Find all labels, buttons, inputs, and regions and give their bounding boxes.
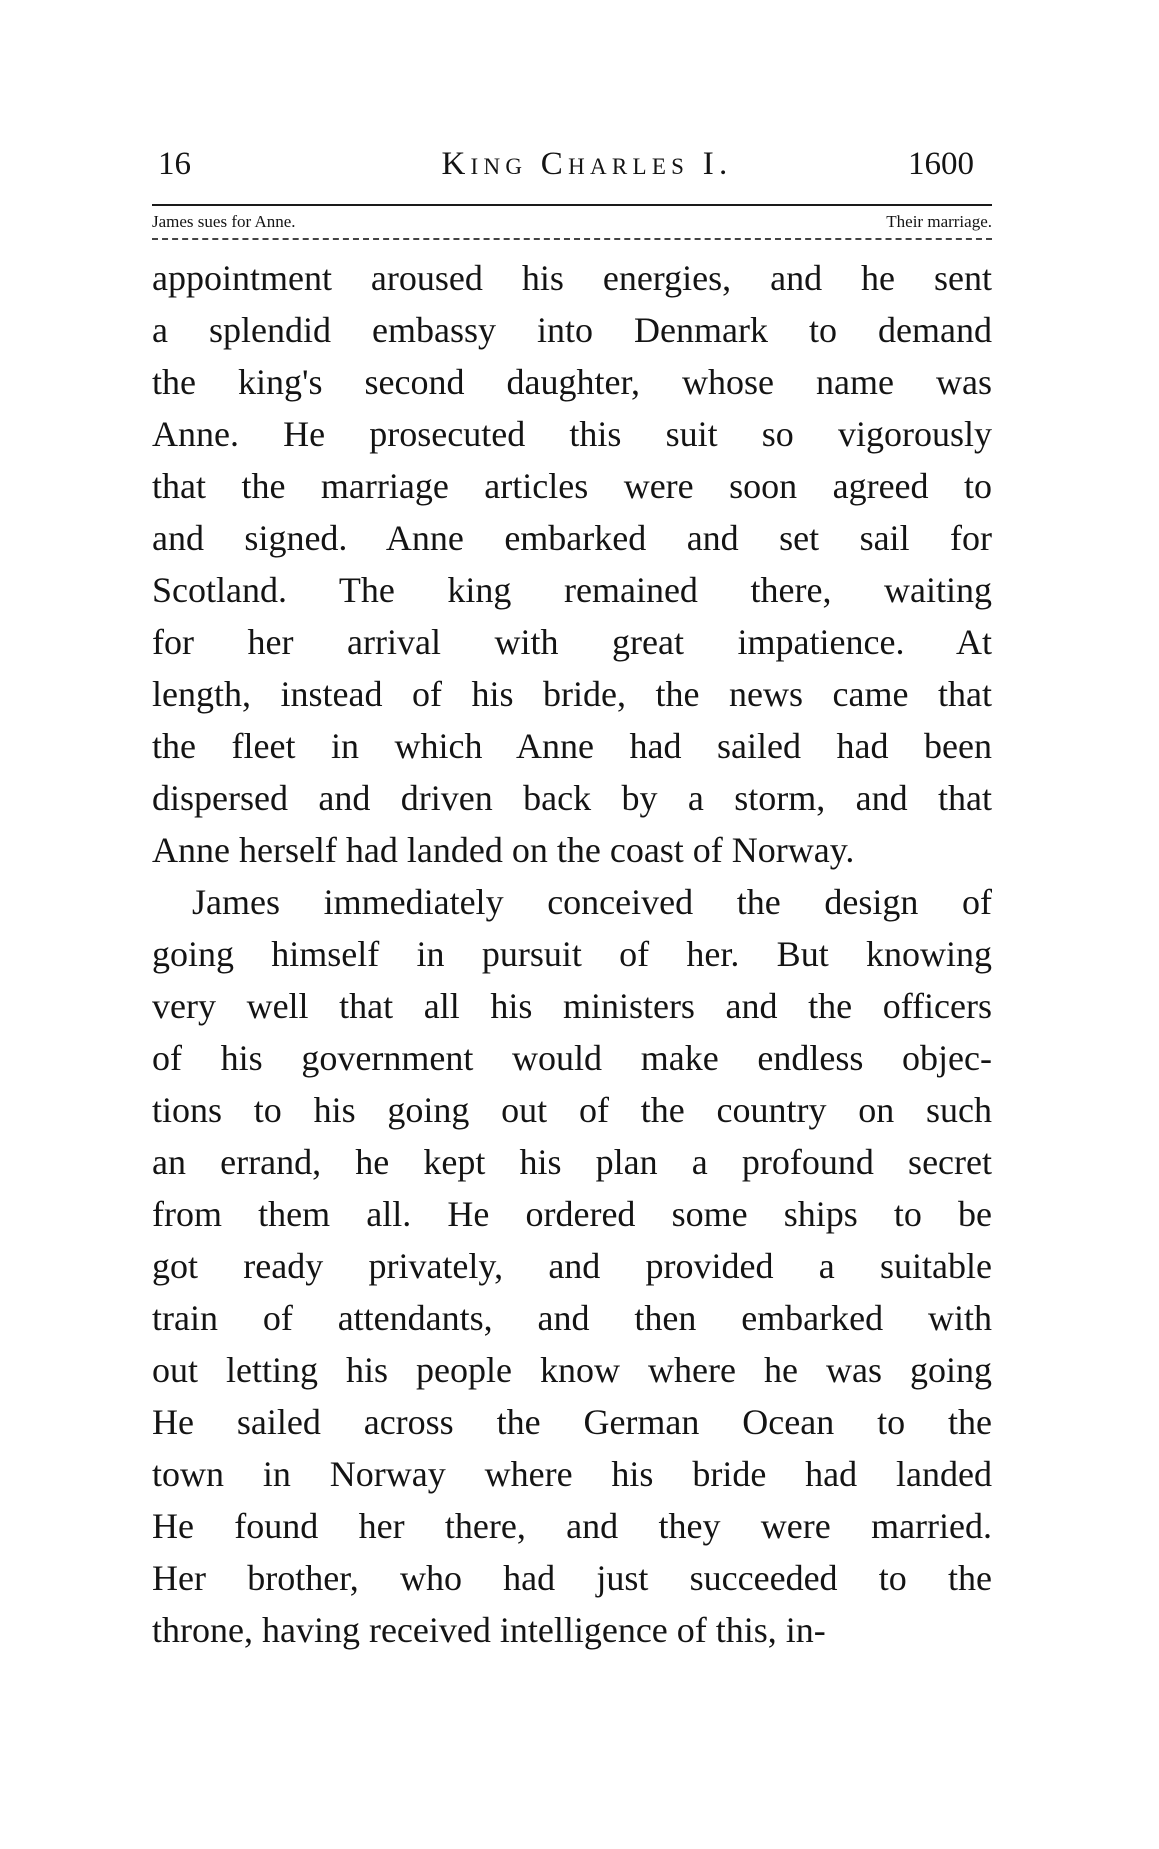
- text-line: from them all. He ordered some ships to be: [152, 1194, 992, 1234]
- text-line: Her brother, who had just succeeded to the: [152, 1558, 992, 1598]
- text-line: He sailed across the German Ocean to the: [152, 1402, 992, 1442]
- running-head: [152, 138, 992, 190]
- text-line: Anne. He prosecuted this suit so vigorously: [152, 414, 992, 454]
- paragraph: [152, 876, 992, 1656]
- text-line: a splendid embassy into Denmark to demand: [152, 310, 992, 350]
- text-line: He found her there, and they were married.: [152, 1506, 992, 1546]
- text-line: appointment aroused his energies, and he sent: [152, 258, 992, 298]
- side-headings: [152, 206, 992, 238]
- text-line: out letting his people know where he was going: [152, 1350, 992, 1390]
- text-line: train of attendants, and then embarked with: [152, 1298, 992, 1338]
- text-line: of his government would make endless objec-: [152, 1038, 992, 1078]
- paragraph: [152, 252, 992, 876]
- running-year: 1600: [908, 146, 974, 182]
- text-line: the fleet in which Anne had sailed had been: [152, 726, 992, 766]
- text-line: going himself in pursuit of her. But knowing: [152, 934, 992, 974]
- text-line: Scotland. The king remained there, waiting: [152, 570, 992, 610]
- text-line: James immediately conceived the design of: [192, 882, 992, 922]
- text-line: got ready privately, and provided a suitable: [152, 1246, 992, 1286]
- side-heading-left: James sues for Anne.: [152, 212, 296, 231]
- text-line: very well that all his ministers and the officers: [152, 986, 992, 1026]
- text-line: tions to his going out of the country on such: [152, 1090, 992, 1130]
- text-line: throne, having received intelligence of this, in-: [152, 1610, 826, 1650]
- text-line: length, instead of his bride, the news came that: [152, 674, 992, 714]
- text-line: an errand, he kept his plan a profound secret: [152, 1142, 992, 1182]
- text-line: and signed. Anne embarked and set sail for: [152, 518, 992, 558]
- text-line: that the marriage articles were soon agreed to: [152, 466, 992, 506]
- running-title: King Charles I.: [441, 146, 733, 182]
- text-line: town in Norway where his bride had landed: [152, 1454, 992, 1494]
- side-heading-rule: [152, 238, 992, 240]
- text-line: Anne herself had landed on the coast of Norway.: [152, 830, 855, 870]
- page-number: 16: [158, 146, 191, 182]
- text-line: the king's second daughter, whose name was: [152, 362, 992, 402]
- text-line: dispersed and driven back by a storm, and that: [152, 778, 992, 818]
- book-page: [152, 138, 992, 1656]
- side-heading-right: Their marriage.: [886, 212, 992, 231]
- text-line: for her arrival with great impatience. At: [152, 622, 992, 662]
- body-text: [152, 252, 992, 1656]
